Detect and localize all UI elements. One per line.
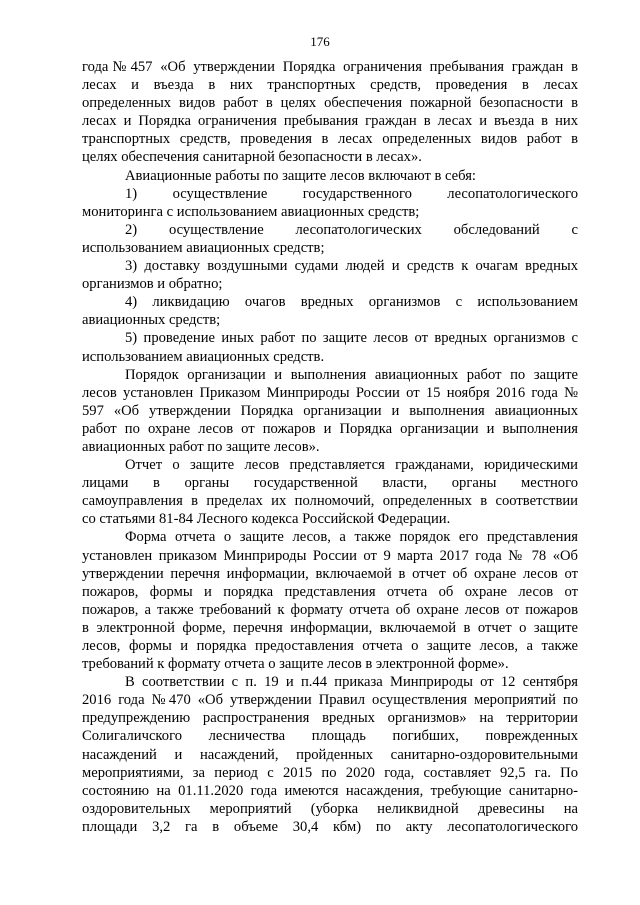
text-line: состоянию на 01.11.2020 года имеются насаждения, требующие санитарно-	[82, 782, 578, 799]
text-line: авиационных работ по защите лесов».	[82, 438, 320, 455]
text-line: пожаров, формы и порядка представления отчета об охране лесов от	[82, 583, 578, 600]
text-line: года№457 «Об утверждении Порядка ограничения пребывания граждан в	[82, 59, 578, 75]
text-line: Солигаличского лесничества площадь погибших, поврежденных	[82, 728, 578, 745]
text-line: транспортных средств, проведения в лесах определенных видов работ в	[82, 131, 578, 148]
text-line: авиационных средств;	[82, 312, 221, 329]
text-line: лесах и въезда в них транспортных средств, проведения в лесах	[82, 77, 578, 94]
text-line: В соответствии с п. 19 и п.44 приказа Минприроды от 12 сентября	[125, 674, 578, 691]
text-line: самоуправления в пределах их полномочий, определенных в соответствии	[82, 493, 578, 510]
text-line: 597 «Об утверждении Порядка организации и выполнения авиационных	[82, 402, 578, 419]
text-line: предупреждению распространения вредных организмов» на территории	[82, 710, 578, 727]
text-line: целях обеспечения санитарной безопасности в лесах».	[82, 149, 422, 166]
text-line: Порядок организации и выполнения авиационных работ по защите	[125, 366, 578, 383]
text-line: в электронной форме, перечня информации, включаемой в отчет о защите	[82, 619, 578, 636]
text-line: оздоровительных мероприятий (уборка неликвидной древесины на	[82, 800, 578, 817]
text-line: Авиационные работы по защите лесов включают в себя:	[125, 167, 476, 184]
document-body	[82, 58, 578, 836]
text-line: насаждений и насаждений, пройденных санитарно-оздоровительными	[82, 746, 578, 763]
text-line: 4) ликвидацию очагов вредных организмов с использованием	[125, 294, 578, 311]
text-line: работ по охране лесов от пожаров и Порядка организации и выполнения	[82, 420, 578, 437]
text-line: 2016 года №470 «Об утверждении Правил осуществления мероприятий по	[82, 692, 578, 709]
text-line: 2) осуществление лесопатологических обследований с	[125, 221, 578, 238]
text-line: использованием авиационных средств;	[82, 239, 325, 256]
text-line: Отчет о защите лесов представляется гражданами, юридическими	[125, 457, 578, 474]
text-line: лесах и Порядка ограничения пребывания граждан в лесах и въезда в них	[82, 113, 578, 130]
text-line: требований к формату отчета о защите лесов в электронной форме».	[82, 656, 509, 673]
text-line: 3) доставку воздушными судами людей и средств к очагам вредных	[125, 258, 578, 275]
text-line: установлен приказом Минприроды России от 9 марта 2017 года № 78 «Об	[82, 547, 578, 564]
text-line: 5) проведение иных работ по защите лесов от вредных организмов с	[125, 330, 578, 347]
text-line: площади 3,2 га в объеме 30,4 кбм) по акту лесопатологического	[82, 818, 578, 835]
text-line: мероприятиями, за период с 2015 по 2020 года, составляет 92,5 га. По	[82, 764, 578, 781]
text-line: лицами в органы государственной власти, органы местного	[82, 475, 578, 492]
text-line: лесов, формы и порядка предоставления отчета о защите лесов, а также	[82, 638, 578, 654]
text-line: Форма отчета о защите лесов, а также порядок его представления	[125, 529, 578, 546]
text-line: пожаров, а также требований к формату отчета об охране лесов от пожаров	[82, 601, 578, 618]
text-line: мониторинга с использованием авиационных средств;	[82, 203, 420, 220]
text-line: утверждении перечня информации, включаемой в отчет об охране лесов от	[82, 565, 578, 582]
text-line: лесов установлен Приказом Минприроды России от 15 ноября 2016 года №	[82, 384, 578, 401]
text-line: со статьями 81-84 Лесного кодекса Российской Федерации.	[82, 511, 451, 528]
text-line: использованием авиационных средств.	[82, 348, 325, 365]
text-line: определенных видов работ в целях обеспечения пожарной безопасности в	[82, 95, 578, 112]
text-line: 1) осуществление государственного лесопатологического	[125, 185, 578, 202]
text-line: организмов и обратно;	[82, 276, 223, 293]
page-number: 176	[310, 34, 330, 49]
